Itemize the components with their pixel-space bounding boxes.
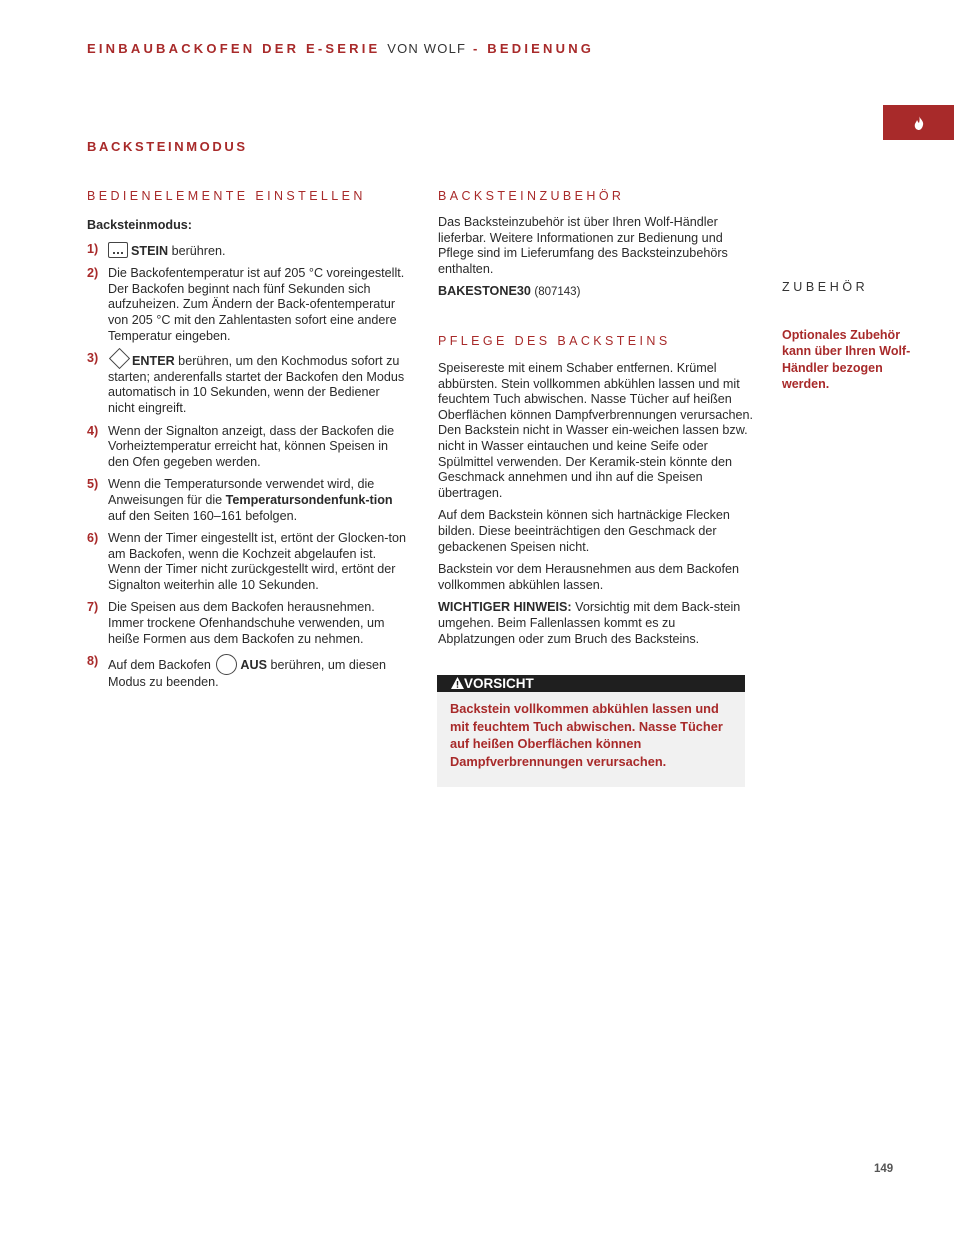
important-note: WICHTIGER HINWEIS: Vorsichtig mit dem Back-stein umgehen. Beim Fallenlassen kommt es zu Abplatzungen oder zum Bruch des Backsteins. (438, 600, 741, 646)
enter-key-icon (109, 348, 130, 369)
care-heading: PFLEGE DES BACKSTEINS (438, 334, 671, 348)
care-column (438, 361, 754, 654)
step-8: 8) Auf dem Backofen AUS berühren, um diesen Modus zu beenden. (87, 654, 387, 690)
step-4: 4) Wenn der Signalton anzeigt, dass der Backofen die Vorheiztemperatur erreicht hat, können Speisen in den Ofen gegeben werden. (87, 423, 395, 469)
accessory-column (438, 215, 754, 308)
header-section: - BEDIENUNG (472, 41, 595, 56)
step-5: 5) Wenn die Temperatursonde verwendet wird, die Anweisungen für die Temperatursondenfunk-tion auf den Seiten 160–161 befolgen. (87, 477, 393, 523)
chapter-tab (883, 105, 954, 140)
header-title: EINBAUBACKOFEN DER E-SERIE (87, 41, 381, 56)
accessory-heading: BACKSTEINZUBEHÖR (438, 189, 625, 203)
caution-text: Backstein vollkommen abkühlen lassen und mit feuchtem Tuch abwischen. Nasse Tücher auf heißen Oberflächen können Dampfverbrennungen verursachen. (450, 701, 723, 769)
flame-icon (913, 116, 925, 130)
step-1: 1) STEIN berühren. (87, 241, 226, 258)
stone-key-icon (108, 242, 128, 258)
warning-icon (451, 677, 464, 689)
caution-label: VORSICHT (464, 676, 534, 691)
care-paragraph-2: Auf dem Backstein können sich hartnäckige Flecken bilden. Diese beeinträchtigen den Geschmack der gebackenen Speisen nicht. (438, 508, 730, 554)
header-brand: VON WOLF (387, 41, 467, 56)
left-heading: BEDIENELEMENTE EINSTELLEN (87, 189, 366, 203)
care-paragraph-1: Speisereste mit einem Schaber entfernen. Krümel abbürsten. Stein vollkommen abkühlen lassen und mit feuchtem Tuch abwischen. Nasse Tücher auf heißen Oberflächen können Dampfverbrennungen verursachen. Den Backstein nicht in Wasser ein-weichen lassen bzw. nicht in Wasser eintauchen und keine Seife oder Spülmittel verwenden. Der Keramik-stein könnte den Geschmack annehmen und ihn auf die Speisen übertragen. (438, 361, 754, 500)
caution-box (437, 675, 745, 787)
caution-bar (437, 675, 745, 692)
sidebar-note: Optionales Zubehör kann über Ihren Wolf-Händler bezogen werden. (782, 328, 911, 391)
step-3: 3) ENTER berühren, um den Kochmodus sofort zu starten; anderenfalls startet der Backofen den Modus automatisch in 10 Sekunden, wenn der Bediener nicht eingreift. (87, 351, 409, 416)
off-key-icon (216, 654, 237, 675)
running-header (87, 41, 594, 57)
step-6: 6) Wenn der Timer eingestellt ist, ertönt der Glocken-ton am Backofen, wenn die Kochzeit abgelaufen ist. Wenn der Timer nicht zurückgestellt wird, ertönt der Signalton weiterhin alle 10 Sekunden. (87, 531, 406, 592)
step-7: 7) Die Speisen aus dem Backofen herausnehmen. Immer trockene Ofenhandschuhe verwenden, um heiße Formen aus dem Backofen zu nehmen. (87, 600, 385, 646)
step-2: 2) Die Backofentemperatur ist auf 205 °C voreingestellt. Der Backofen beginnt nach fünf Sekunden sich aufzuheizen. Zum Ändern der Back-ofentemperatur von 205 °C mit den Zahlentasten sofort eine andere Temperatur eingeben. (87, 266, 405, 343)
subheading: Backsteinmodus: (87, 218, 192, 232)
accessory-text: Das Backsteinzubehör ist über Ihren Wolf-Händler lieferbar. Weitere Informationen zur Bedienung und Pflege sind im Lieferumfang des Backsteinzubehörs enthalten. (438, 215, 728, 276)
care-paragraph-3: Backstein vor dem Herausnehmen aus dem Backofen vollkommen abkühlen lassen. (438, 562, 740, 592)
instructions-column (87, 218, 409, 698)
sidebar-heading: ZUBEHÖR (782, 280, 869, 294)
section-title: BACKSTEINMODUS (87, 139, 248, 154)
model-line: BAKESTONE30 (807143) (438, 284, 581, 299)
page-number: 149 (874, 1163, 894, 1175)
